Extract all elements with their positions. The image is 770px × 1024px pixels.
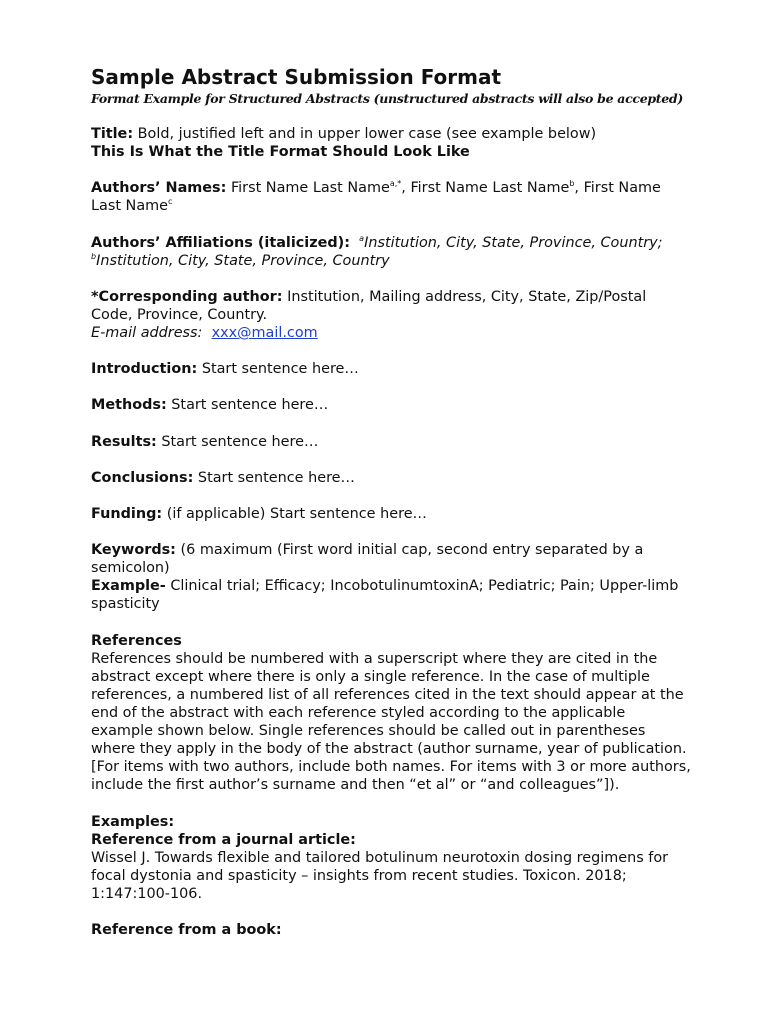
author-sup-3: c bbox=[168, 197, 173, 207]
introduction-text: Start sentence here… bbox=[197, 361, 359, 378]
introduction-label: Introduction: bbox=[91, 361, 198, 378]
affiliation-a: Institution, City, State, Province, Country; bbox=[364, 234, 663, 251]
example-text: Clinical trial; Efficacy; IncobotulinumtoxinA; Pediatric; Pain; Upper-limb spasticity bbox=[91, 578, 679, 613]
keywords-section bbox=[91, 541, 691, 577]
title-label: Title: bbox=[91, 126, 134, 142]
title-instruction bbox=[91, 125, 691, 143]
email-link[interactable]: xxx@mail.com bbox=[211, 325, 318, 342]
corresponding-text: Institution, Mailing address, City, State, Zip/Postal Code, Province, Country. bbox=[91, 288, 647, 323]
introduction-section bbox=[91, 360, 691, 378]
examples-heading: Examples: bbox=[91, 813, 175, 830]
journal-reference-heading: Reference from a journal article: bbox=[91, 831, 356, 848]
author-sup-2: b bbox=[569, 179, 575, 189]
example-label: Example- bbox=[91, 578, 166, 595]
document-body bbox=[91, 125, 691, 939]
authors-names bbox=[91, 179, 691, 215]
title-description: Bold, justified left and in upper lower case (see example below) bbox=[133, 126, 597, 142]
results-label: Results: bbox=[91, 433, 157, 450]
methods-label: Methods: bbox=[91, 397, 167, 414]
keywords-label: Keywords: bbox=[91, 542, 176, 559]
corresponding-label: *Corresponding author: bbox=[91, 288, 283, 305]
conclusions-text: Start sentence here… bbox=[193, 469, 355, 486]
book-reference-heading: Reference from a book: bbox=[91, 922, 282, 939]
keywords-text: (6 maximum (First word initial cap, second entry separated by a semicolon) bbox=[91, 542, 644, 577]
corresponding-author bbox=[91, 288, 691, 324]
methods-text: Start sentence here… bbox=[166, 397, 329, 414]
funding-text: (if applicable) Start sentence here… bbox=[162, 505, 427, 522]
author-sup-1: a,* bbox=[389, 179, 402, 189]
document-subtitle: Format Example for Structured Abstracts (unstructured abstracts will also be accepted) bbox=[91, 91, 683, 106]
email-line bbox=[91, 324, 691, 342]
results-section bbox=[91, 433, 691, 451]
authors-label: Authors’ Names: bbox=[91, 180, 227, 197]
references-text: References should be numbered with a superscript where they are cited in the abstract except where there is only a single reference. In the case of multiple references, a numbered list of all references cited in the text should appear at the end of the abstract with each reference styled according to the applicable example shown below. Single references should be called out in parentheses where they apply in the body of the abstract (author surname, year of publication. [For items with two authors, include both names. For items with 3 or more authors, include the first author’s surname and then “et al” or “and colleagues”]). bbox=[91, 650, 691, 794]
affiliation-sup-b: b bbox=[91, 251, 97, 261]
funding-label: Funding: bbox=[91, 505, 163, 522]
title-example: This Is What the Title Format Should Look Like bbox=[91, 144, 470, 161]
methods-section bbox=[91, 396, 691, 414]
conclusions-label: Conclusions: bbox=[91, 469, 194, 486]
conclusions-section bbox=[91, 469, 691, 487]
affiliation-b: Institution, City, State, Province, Country bbox=[96, 252, 390, 269]
keywords-example bbox=[91, 577, 691, 613]
affiliations-label: Authors’ Affiliations (italicized): bbox=[91, 234, 351, 251]
authors-affiliations bbox=[91, 234, 691, 270]
author-name-1: First Name Last Name bbox=[226, 180, 390, 197]
author-name-2: , First Name Last Name bbox=[401, 180, 570, 197]
document-title: Sample Abstract Submission Format bbox=[91, 65, 502, 89]
references-heading: References bbox=[91, 632, 182, 649]
author-name-3: , First Name Last Name bbox=[91, 180, 661, 215]
journal-reference-text: Wissel J. Towards flexible and tailored botulinum neurotoxin dosing regimens for focal dystonia and spasticity – insights from recent studies. Toxicon. 2018; 1:147:100-106. bbox=[91, 849, 669, 902]
affiliation-sup-a: a bbox=[359, 233, 365, 243]
results-text: Start sentence here… bbox=[156, 433, 319, 450]
email-label: E-mail address: bbox=[91, 325, 203, 342]
funding-section bbox=[91, 505, 691, 523]
